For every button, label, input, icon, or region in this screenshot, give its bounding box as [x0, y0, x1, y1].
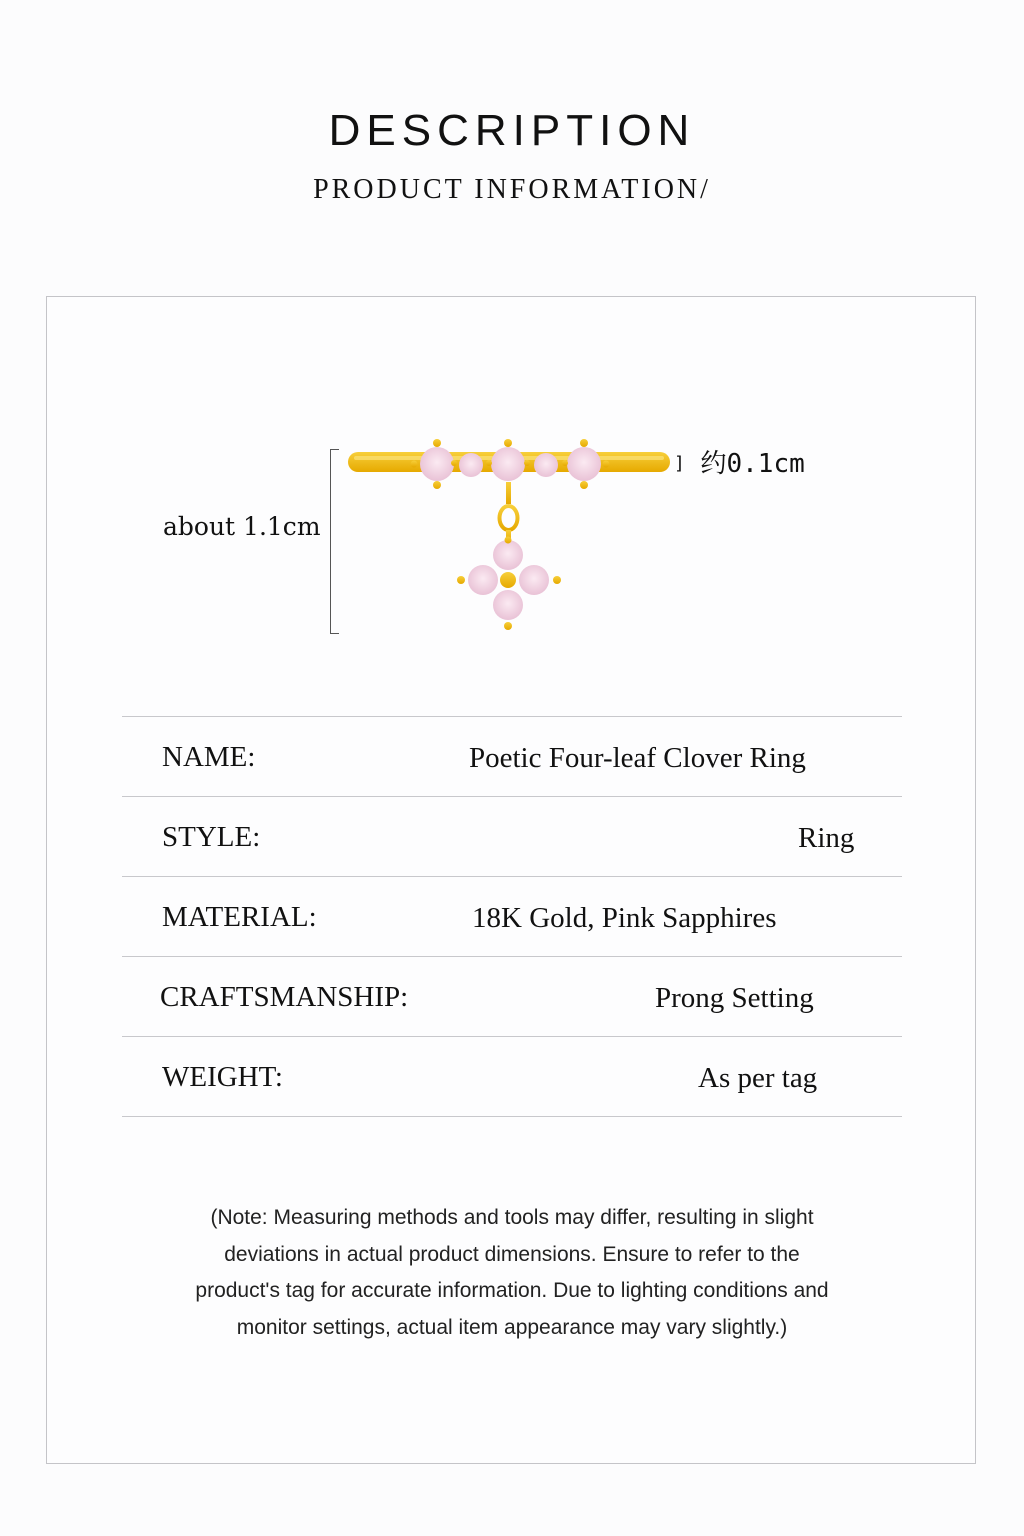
disclaimer-note	[130, 1200, 894, 1346]
spec-value: Prong Setting	[655, 982, 814, 1014]
spec-label: CRAFTSMANSHIP:	[160, 981, 409, 1013]
spec-label: NAME:	[162, 741, 256, 773]
spec-row-name	[122, 716, 902, 796]
spec-row-style	[122, 796, 902, 876]
height-dimension-bracket	[330, 449, 339, 634]
page-subtitle: PRODUCT INFORMATION/	[313, 174, 711, 205]
spec-label: MATERIAL:	[162, 901, 317, 933]
spec-row-material	[122, 876, 902, 956]
spec-row-weight	[122, 1036, 902, 1117]
spec-value: Poetic Four-leaf Clover Ring	[469, 742, 806, 774]
spec-value: 18K Gold, Pink Sapphires	[472, 902, 777, 934]
ring-product-image	[340, 430, 680, 640]
note-line: monitor settings, actual item appearance may vary slightly.)	[236, 1315, 788, 1339]
band-width-dimension-label: ] 约0.1cm	[674, 449, 805, 479]
spec-table	[122, 716, 902, 1117]
spec-label: WEIGHT:	[162, 1061, 283, 1093]
height-dimension-label: about 1.1cm	[163, 512, 321, 541]
note-line: product's tag for accurate information. Due to lighting conditions and	[195, 1279, 829, 1302]
page-title: DESCRIPTION	[328, 106, 696, 155]
note-line: (Note: Measuring methods and tools may differ, resulting in slight	[210, 1206, 814, 1229]
spec-value: As per tag	[698, 1062, 818, 1094]
band-width-value: 约0.1cm	[700, 449, 805, 479]
note-line: deviations in actual product dimensions. Ensure to refer to the	[224, 1242, 800, 1266]
spec-value: Ring	[798, 822, 855, 854]
spec-label: STYLE:	[162, 821, 261, 853]
spec-row-craftsmanship	[122, 956, 902, 1036]
